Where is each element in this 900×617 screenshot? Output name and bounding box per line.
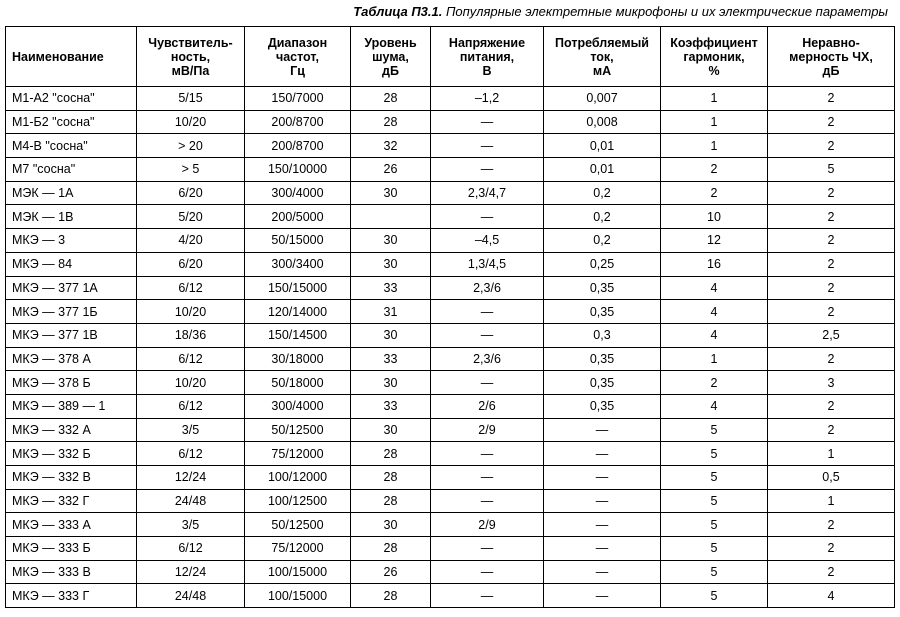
cell-sensitivity: 10/20 xyxy=(137,110,245,134)
cell-supply-voltage: –4,5 xyxy=(431,229,544,253)
cell-name: МКЭ — 332 В xyxy=(6,466,137,490)
cell-noise-level: 26 xyxy=(351,158,431,182)
cell-current-consumption: 0,35 xyxy=(544,347,661,371)
cell-name: М4-В "сосна" xyxy=(6,134,137,158)
cell-frequency-range: 300/4000 xyxy=(245,394,351,418)
cell-sensitivity: 6/12 xyxy=(137,442,245,466)
cell-current-consumption: 0,01 xyxy=(544,158,661,182)
cell-harmonic-coefficient: 5 xyxy=(661,466,768,490)
cell-frequency-response-unevenness: 3 xyxy=(768,371,895,395)
table-row xyxy=(6,584,895,608)
cell-frequency-range: 150/7000 xyxy=(245,87,351,111)
cell-sensitivity: 10/20 xyxy=(137,300,245,324)
cell-noise-level: 30 xyxy=(351,181,431,205)
header-line: питания, xyxy=(459,49,515,64)
table-row xyxy=(6,323,895,347)
cell-noise-level: 31 xyxy=(351,300,431,324)
cell-noise-level: 33 xyxy=(351,276,431,300)
cell-harmonic-coefficient: 4 xyxy=(661,394,768,418)
cell-current-consumption: — xyxy=(544,442,661,466)
cell-frequency-response-unevenness: 2 xyxy=(768,229,895,253)
header-line: дБ xyxy=(382,63,399,78)
cell-name: М7 "сосна" xyxy=(6,158,137,182)
cell-frequency-response-unevenness: 2 xyxy=(768,110,895,134)
cell-current-consumption: 0,3 xyxy=(544,323,661,347)
cell-noise-level xyxy=(351,205,431,229)
cell-frequency-range: 100/15000 xyxy=(245,560,351,584)
header-line: частот, xyxy=(275,49,320,64)
cell-supply-voltage: — xyxy=(431,158,544,182)
cell-current-consumption: — xyxy=(544,418,661,442)
cell-harmonic-coefficient: 2 xyxy=(661,181,768,205)
table-row xyxy=(6,489,895,513)
cell-supply-voltage: 2/9 xyxy=(431,418,544,442)
header-sensitivity xyxy=(137,27,245,87)
cell-name: М1-А2 "сосна" xyxy=(6,87,137,111)
cell-frequency-range: 200/5000 xyxy=(245,205,351,229)
cell-sensitivity: 4/20 xyxy=(137,229,245,253)
header-frequency-range xyxy=(245,27,351,87)
header-line: гармоник, xyxy=(683,49,745,64)
cell-supply-voltage: 2/6 xyxy=(431,394,544,418)
cell-frequency-range: 150/15000 xyxy=(245,276,351,300)
cell-noise-level: 28 xyxy=(351,442,431,466)
cell-sensitivity: 24/48 xyxy=(137,489,245,513)
cell-frequency-response-unevenness: 2 xyxy=(768,347,895,371)
cell-current-consumption: — xyxy=(544,537,661,561)
cell-frequency-response-unevenness: 2 xyxy=(768,560,895,584)
header-line: мВ/Па xyxy=(171,63,210,78)
cell-supply-voltage: — xyxy=(431,466,544,490)
cell-frequency-range: 75/12000 xyxy=(245,537,351,561)
cell-noise-level: 30 xyxy=(351,418,431,442)
cell-frequency-response-unevenness: 2 xyxy=(768,276,895,300)
cell-sensitivity: 12/24 xyxy=(137,466,245,490)
cell-supply-voltage: — xyxy=(431,560,544,584)
cell-name: МКЭ — 332 Б xyxy=(6,442,137,466)
cell-frequency-response-unevenness: 2 xyxy=(768,394,895,418)
table-caption-text: Популярные электретные микрофоны и их электрические параметры xyxy=(446,4,888,19)
cell-sensitivity: > 5 xyxy=(137,158,245,182)
cell-supply-voltage: 2,3/6 xyxy=(431,276,544,300)
table-row xyxy=(6,205,895,229)
cell-supply-voltage: — xyxy=(431,442,544,466)
cell-frequency-response-unevenness: 2 xyxy=(768,252,895,276)
cell-frequency-range: 300/3400 xyxy=(245,252,351,276)
cell-harmonic-coefficient: 16 xyxy=(661,252,768,276)
cell-harmonic-coefficient: 1 xyxy=(661,134,768,158)
table-row xyxy=(6,442,895,466)
cell-name: МКЭ — 333 Г xyxy=(6,584,137,608)
cell-name: МКЭ — 378 А xyxy=(6,347,137,371)
cell-current-consumption: — xyxy=(544,584,661,608)
cell-harmonic-coefficient: 5 xyxy=(661,442,768,466)
table-row xyxy=(6,466,895,490)
header-line: мА xyxy=(592,63,612,78)
cell-noise-level: 28 xyxy=(351,110,431,134)
cell-current-consumption: 0,35 xyxy=(544,371,661,395)
cell-sensitivity: > 20 xyxy=(137,134,245,158)
cell-harmonic-coefficient: 2 xyxy=(661,158,768,182)
header-line: мерность ЧХ, xyxy=(789,49,873,64)
header-line: Потребляемый xyxy=(555,35,649,50)
cell-supply-voltage: — xyxy=(431,205,544,229)
cell-noise-level: 28 xyxy=(351,537,431,561)
header-frequency-response-unevenness xyxy=(768,27,895,87)
cell-frequency-range: 200/8700 xyxy=(245,134,351,158)
cell-frequency-response-unevenness: 2 xyxy=(768,87,895,111)
table-row xyxy=(6,560,895,584)
cell-frequency-response-unevenness: 5 xyxy=(768,158,895,182)
cell-current-consumption: — xyxy=(544,513,661,537)
cell-frequency-range: 300/4000 xyxy=(245,181,351,205)
header-current-consumption xyxy=(544,27,661,87)
cell-supply-voltage: — xyxy=(431,110,544,134)
cell-name: МКЭ — 332 А xyxy=(6,418,137,442)
table-row xyxy=(6,229,895,253)
cell-frequency-response-unevenness: 2 xyxy=(768,205,895,229)
table-row xyxy=(6,110,895,134)
table-row xyxy=(6,181,895,205)
table-row xyxy=(6,371,895,395)
cell-noise-level: 30 xyxy=(351,252,431,276)
cell-current-consumption: 0,25 xyxy=(544,252,661,276)
cell-noise-level: 28 xyxy=(351,466,431,490)
cell-harmonic-coefficient: 1 xyxy=(661,347,768,371)
cell-sensitivity: 3/5 xyxy=(137,513,245,537)
cell-frequency-response-unevenness: 2 xyxy=(768,300,895,324)
cell-sensitivity: 6/20 xyxy=(137,252,245,276)
cell-harmonic-coefficient: 4 xyxy=(661,276,768,300)
cell-frequency-range: 100/12000 xyxy=(245,466,351,490)
cell-frequency-response-unevenness: 2 xyxy=(768,513,895,537)
cell-name: МКЭ — 389 — 1 xyxy=(6,394,137,418)
cell-noise-level: 28 xyxy=(351,489,431,513)
cell-sensitivity: 18/36 xyxy=(137,323,245,347)
cell-noise-level: 30 xyxy=(351,229,431,253)
cell-frequency-response-unevenness: 0,5 xyxy=(768,466,895,490)
cell-frequency-range: 50/15000 xyxy=(245,229,351,253)
cell-sensitivity: 6/12 xyxy=(137,276,245,300)
cell-name: МКЭ — 333 В xyxy=(6,560,137,584)
cell-noise-level: 32 xyxy=(351,134,431,158)
cell-frequency-response-unevenness: 2 xyxy=(768,418,895,442)
cell-sensitivity: 5/20 xyxy=(137,205,245,229)
cell-frequency-response-unevenness: 1 xyxy=(768,442,895,466)
cell-harmonic-coefficient: 2 xyxy=(661,371,768,395)
cell-supply-voltage: 2,3/6 xyxy=(431,347,544,371)
header-harmonic-coefficient xyxy=(661,27,768,87)
table-row xyxy=(6,513,895,537)
table-row xyxy=(6,134,895,158)
table-row xyxy=(6,347,895,371)
cell-sensitivity: 10/20 xyxy=(137,371,245,395)
cell-name: МКЭ — 377 1В xyxy=(6,323,137,347)
cell-supply-voltage: — xyxy=(431,134,544,158)
cell-name: МКЭ — 378 Б xyxy=(6,371,137,395)
cell-current-consumption: 0,2 xyxy=(544,229,661,253)
header-line: Гц xyxy=(290,63,305,78)
table-row xyxy=(6,418,895,442)
cell-supply-voltage: 1,3/4,5 xyxy=(431,252,544,276)
cell-sensitivity: 5/15 xyxy=(137,87,245,111)
header-line: В xyxy=(482,63,492,78)
table-header xyxy=(6,27,895,87)
cell-frequency-range: 120/14000 xyxy=(245,300,351,324)
cell-frequency-range: 150/10000 xyxy=(245,158,351,182)
cell-name: МКЭ — 333 Б xyxy=(6,537,137,561)
cell-noise-level: 28 xyxy=(351,584,431,608)
cell-supply-voltage: — xyxy=(431,300,544,324)
cell-name: МКЭ — 377 1Б xyxy=(6,300,137,324)
cell-name: МКЭ — 333 А xyxy=(6,513,137,537)
cell-frequency-response-unevenness: 4 xyxy=(768,584,895,608)
cell-supply-voltage: 2/9 xyxy=(431,513,544,537)
cell-current-consumption: — xyxy=(544,560,661,584)
header-name xyxy=(6,27,137,87)
cell-frequency-response-unevenness: 2 xyxy=(768,181,895,205)
cell-harmonic-coefficient: 4 xyxy=(661,323,768,347)
cell-noise-level: 33 xyxy=(351,394,431,418)
cell-name: МЭК — 1А xyxy=(6,181,137,205)
cell-current-consumption: 0,35 xyxy=(544,394,661,418)
header-line: Неравно- xyxy=(802,35,860,50)
cell-current-consumption: 0,2 xyxy=(544,205,661,229)
cell-harmonic-coefficient: 1 xyxy=(661,110,768,134)
cell-name: МКЭ — 3 xyxy=(6,229,137,253)
table-row xyxy=(6,537,895,561)
table-row xyxy=(6,87,895,111)
cell-name: МКЭ — 84 xyxy=(6,252,137,276)
cell-frequency-range: 75/12000 xyxy=(245,442,351,466)
table-body xyxy=(6,87,895,608)
header-row xyxy=(6,27,895,87)
cell-harmonic-coefficient: 5 xyxy=(661,560,768,584)
cell-frequency-range: 100/15000 xyxy=(245,584,351,608)
cell-current-consumption: — xyxy=(544,489,661,513)
cell-frequency-range: 50/18000 xyxy=(245,371,351,395)
cell-name: М1-Б2 "сосна" xyxy=(6,110,137,134)
cell-harmonic-coefficient: 1 xyxy=(661,87,768,111)
cell-harmonic-coefficient: 10 xyxy=(661,205,768,229)
cell-harmonic-coefficient: 5 xyxy=(661,537,768,561)
cell-supply-voltage: — xyxy=(431,489,544,513)
table-row xyxy=(6,158,895,182)
cell-frequency-range: 30/18000 xyxy=(245,347,351,371)
cell-supply-voltage: — xyxy=(431,584,544,608)
cell-sensitivity: 24/48 xyxy=(137,584,245,608)
table-row xyxy=(6,252,895,276)
header-line: Напряжение xyxy=(448,35,526,50)
cell-name: МЭК — 1В xyxy=(6,205,137,229)
cell-supply-voltage: — xyxy=(431,371,544,395)
cell-name: МКЭ — 377 1А xyxy=(6,276,137,300)
cell-harmonic-coefficient: 5 xyxy=(661,489,768,513)
table-row xyxy=(6,276,895,300)
header-line: шума, xyxy=(372,49,409,64)
cell-frequency-range: 200/8700 xyxy=(245,110,351,134)
cell-current-consumption: 0,008 xyxy=(544,110,661,134)
header-line: Чувствитель- xyxy=(148,35,233,50)
cell-noise-level: 28 xyxy=(351,87,431,111)
cell-harmonic-coefficient: 5 xyxy=(661,584,768,608)
cell-frequency-range: 50/12500 xyxy=(245,513,351,537)
cell-current-consumption: 0,007 xyxy=(544,87,661,111)
cell-current-consumption: 0,35 xyxy=(544,300,661,324)
cell-noise-level: 30 xyxy=(351,513,431,537)
header-noise-level xyxy=(351,27,431,87)
cell-frequency-response-unevenness: 1 xyxy=(768,489,895,513)
table-caption-number: Таблица П3.1. xyxy=(353,4,443,19)
cell-harmonic-coefficient: 5 xyxy=(661,513,768,537)
cell-sensitivity: 3/5 xyxy=(137,418,245,442)
cell-current-consumption: 0,35 xyxy=(544,276,661,300)
cell-harmonic-coefficient: 5 xyxy=(661,418,768,442)
header-line: ток, xyxy=(590,49,614,64)
cell-sensitivity: 6/12 xyxy=(137,347,245,371)
cell-harmonic-coefficient: 4 xyxy=(661,300,768,324)
header-line: дБ xyxy=(822,63,840,78)
table-row xyxy=(6,300,895,324)
cell-sensitivity: 6/12 xyxy=(137,537,245,561)
header-line: % xyxy=(708,63,720,78)
cell-current-consumption: — xyxy=(544,466,661,490)
cell-noise-level: 33 xyxy=(351,347,431,371)
header-line: Наименование xyxy=(12,49,104,64)
header-line: Уровень xyxy=(364,35,417,50)
cell-sensitivity: 12/24 xyxy=(137,560,245,584)
cell-frequency-range: 150/14500 xyxy=(245,323,351,347)
cell-sensitivity: 6/12 xyxy=(137,394,245,418)
header-supply-voltage xyxy=(431,27,544,87)
header-line: Коэффициент xyxy=(670,35,758,50)
cell-supply-voltage: –1,2 xyxy=(431,87,544,111)
cell-noise-level: 30 xyxy=(351,323,431,347)
cell-frequency-response-unevenness: 2,5 xyxy=(768,323,895,347)
cell-frequency-range: 100/12500 xyxy=(245,489,351,513)
cell-frequency-range: 50/12500 xyxy=(245,418,351,442)
table-caption xyxy=(353,4,888,19)
cell-current-consumption: 0,01 xyxy=(544,134,661,158)
cell-sensitivity: 6/20 xyxy=(137,181,245,205)
cell-harmonic-coefficient: 12 xyxy=(661,229,768,253)
cell-frequency-response-unevenness: 2 xyxy=(768,134,895,158)
cell-supply-voltage: — xyxy=(431,323,544,347)
header-line: ность, xyxy=(170,49,211,64)
cell-noise-level: 26 xyxy=(351,560,431,584)
microphone-parameters-table xyxy=(5,26,895,608)
cell-frequency-response-unevenness: 2 xyxy=(768,537,895,561)
cell-supply-voltage: — xyxy=(431,537,544,561)
header-line: Диапазон xyxy=(267,35,328,50)
cell-noise-level: 30 xyxy=(351,371,431,395)
cell-current-consumption: 0,2 xyxy=(544,181,661,205)
cell-supply-voltage: 2,3/4,7 xyxy=(431,181,544,205)
cell-name: МКЭ — 332 Г xyxy=(6,489,137,513)
table-row xyxy=(6,394,895,418)
